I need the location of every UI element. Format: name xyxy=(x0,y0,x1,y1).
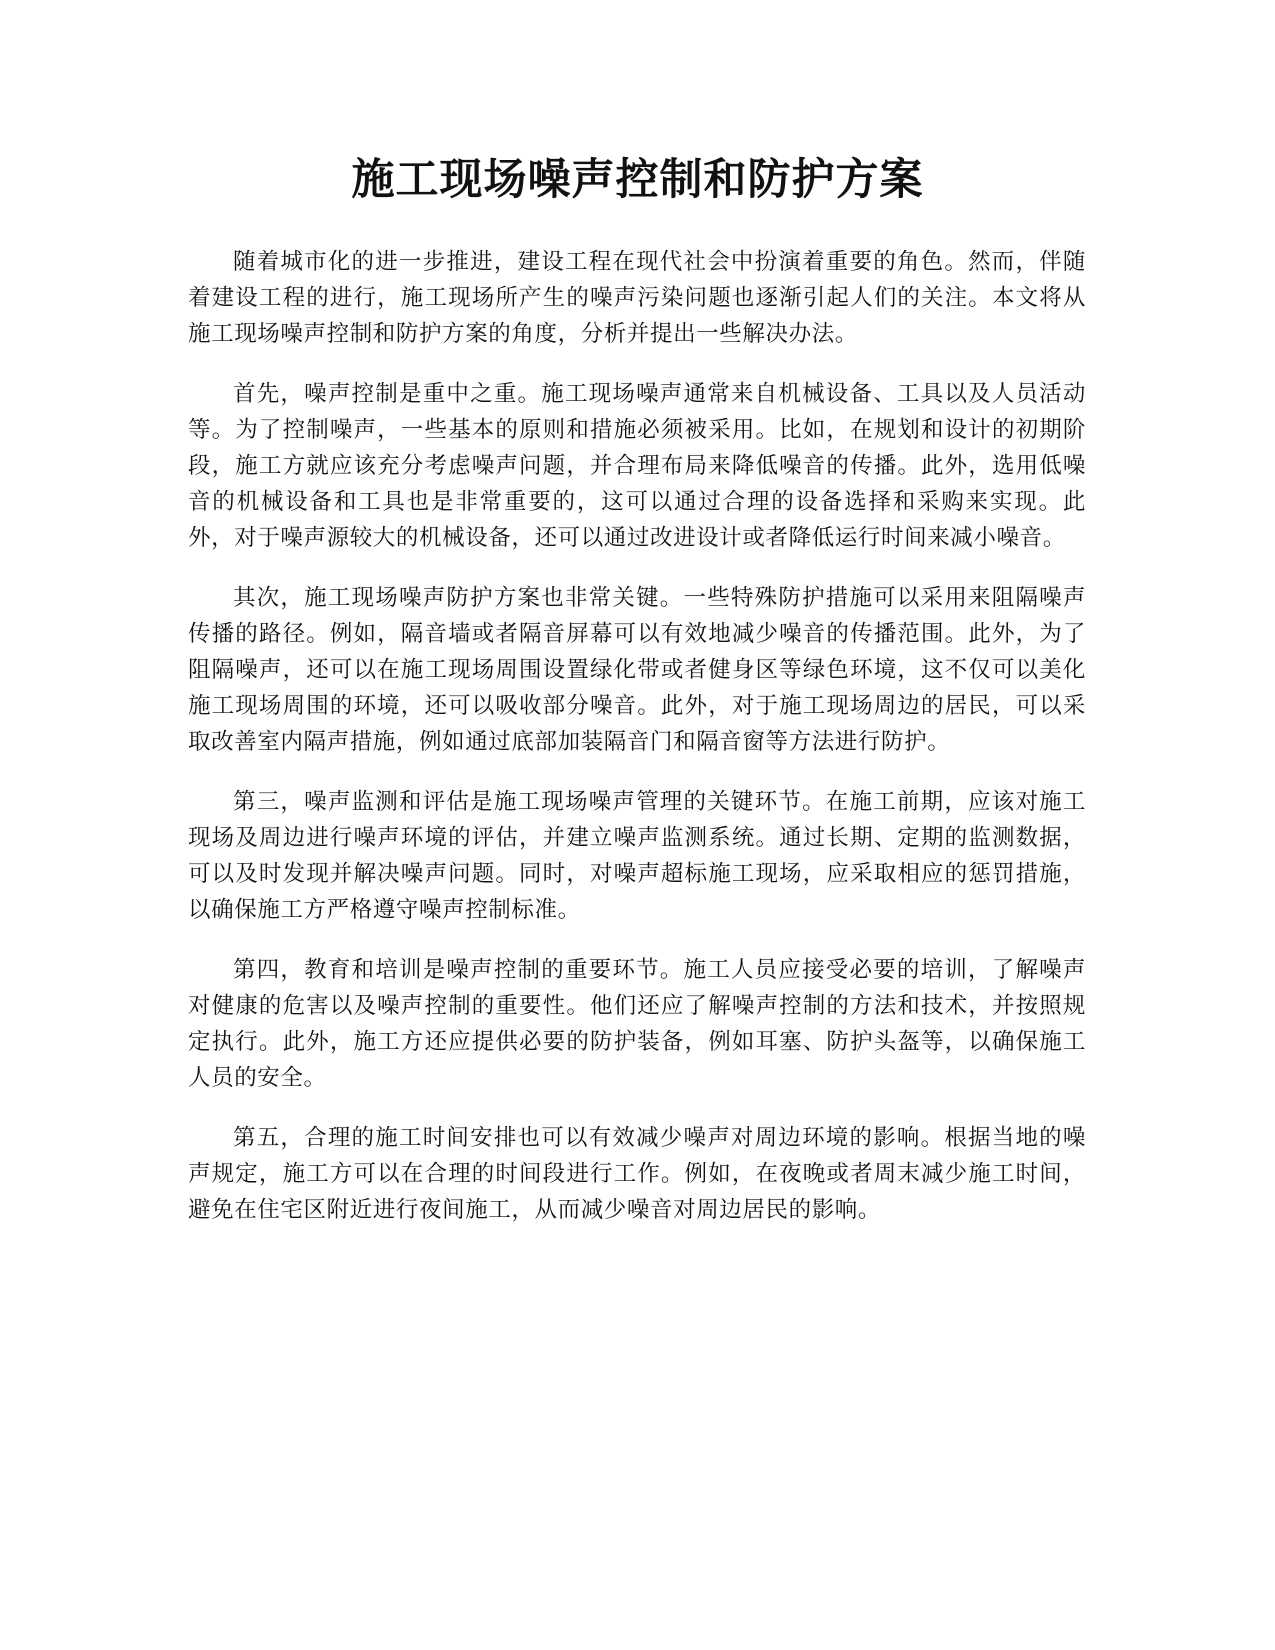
document-title: 施工现场噪声控制和防护方案 xyxy=(351,155,924,205)
paragraph-intro: 随着城市化的进一步推进，建设工程在现代社会中扮演着重要的角色。然而，伴随着建设工程的进行，施工现场所产生的噪声污染问题也逐渐引起人们的关注。本文将从施工现场噪声控制和防护方案的角度，分析并提出一些解决办法。 xyxy=(188,249,1086,347)
paragraph-training: 第四，教育和培训是噪声控制的重要环节。施工人员应接受必要的培训，了解噪声对健康的危害以及噪声控制的重要性。他们还应了解噪声控制的方法和技术，并按照规定执行。此外，施工方还应提供必要的防护装备，例如耳塞、防护头盔等，以确保施工人员的安全。 xyxy=(188,957,1086,1091)
paragraph-scheduling: 第五，合理的施工时间安排也可以有效减少噪声对周边环境的影响。根据当地的噪声规定，施工方可以在合理的时间段进行工作。例如，在夜晚或者周末减少施工时间，避免在住宅区附近进行夜间施工，从而减少噪音对周边居民的影响。 xyxy=(188,1125,1086,1223)
paragraph-noise-protection: 其次，施工现场噪声防护方案也非常关键。一些特殊防护措施可以采用来阻隔噪声传播的路径。例如，隔音墙或者隔音屏幕可以有效地减少噪音的传播范围。此外，为了阻隔噪声，还可以在施工现场周围设置绿化带或者健身区等绿色环境，这不仅可以美化施工现场周围的环境，还可以吸收部分噪音。此外，对于施工现场周边的居民，可以采取改善室内隔声措施，例如通过底部加装隔音门和隔音窗等方法进行防护。 xyxy=(188,585,1086,755)
paragraph-monitoring: 第三，噪声监测和评估是施工现场噪声管理的关键环节。在施工前期，应该对施工现场及周边进行噪声环境的评估，并建立噪声监测系统。通过长期、定期的监测数据，可以及时发现并解决噪声问题。同时，对噪声超标施工现场，应采取相应的惩罚措施，以确保施工方严格遵守噪声控制标准。 xyxy=(188,789,1086,923)
paragraph-noise-control: 首先，噪声控制是重中之重。施工现场噪声通常来自机械设备、工具以及人员活动等。为了控制噪声，一些基本的原则和措施必须被采用。比如，在规划和设计的初期阶段，施工方就应该充分考虑噪声问题，并合理布局来降低噪音的传播。此外，选用低噪音的机械设备和工具也是非常重要的，这可以通过合理的设备选择和采购来实现。此外，对于噪声源较大的机械设备，还可以通过改进设计或者降低运行时间来减小噪音。 xyxy=(188,381,1086,551)
document-body xyxy=(188,244,1086,1252)
